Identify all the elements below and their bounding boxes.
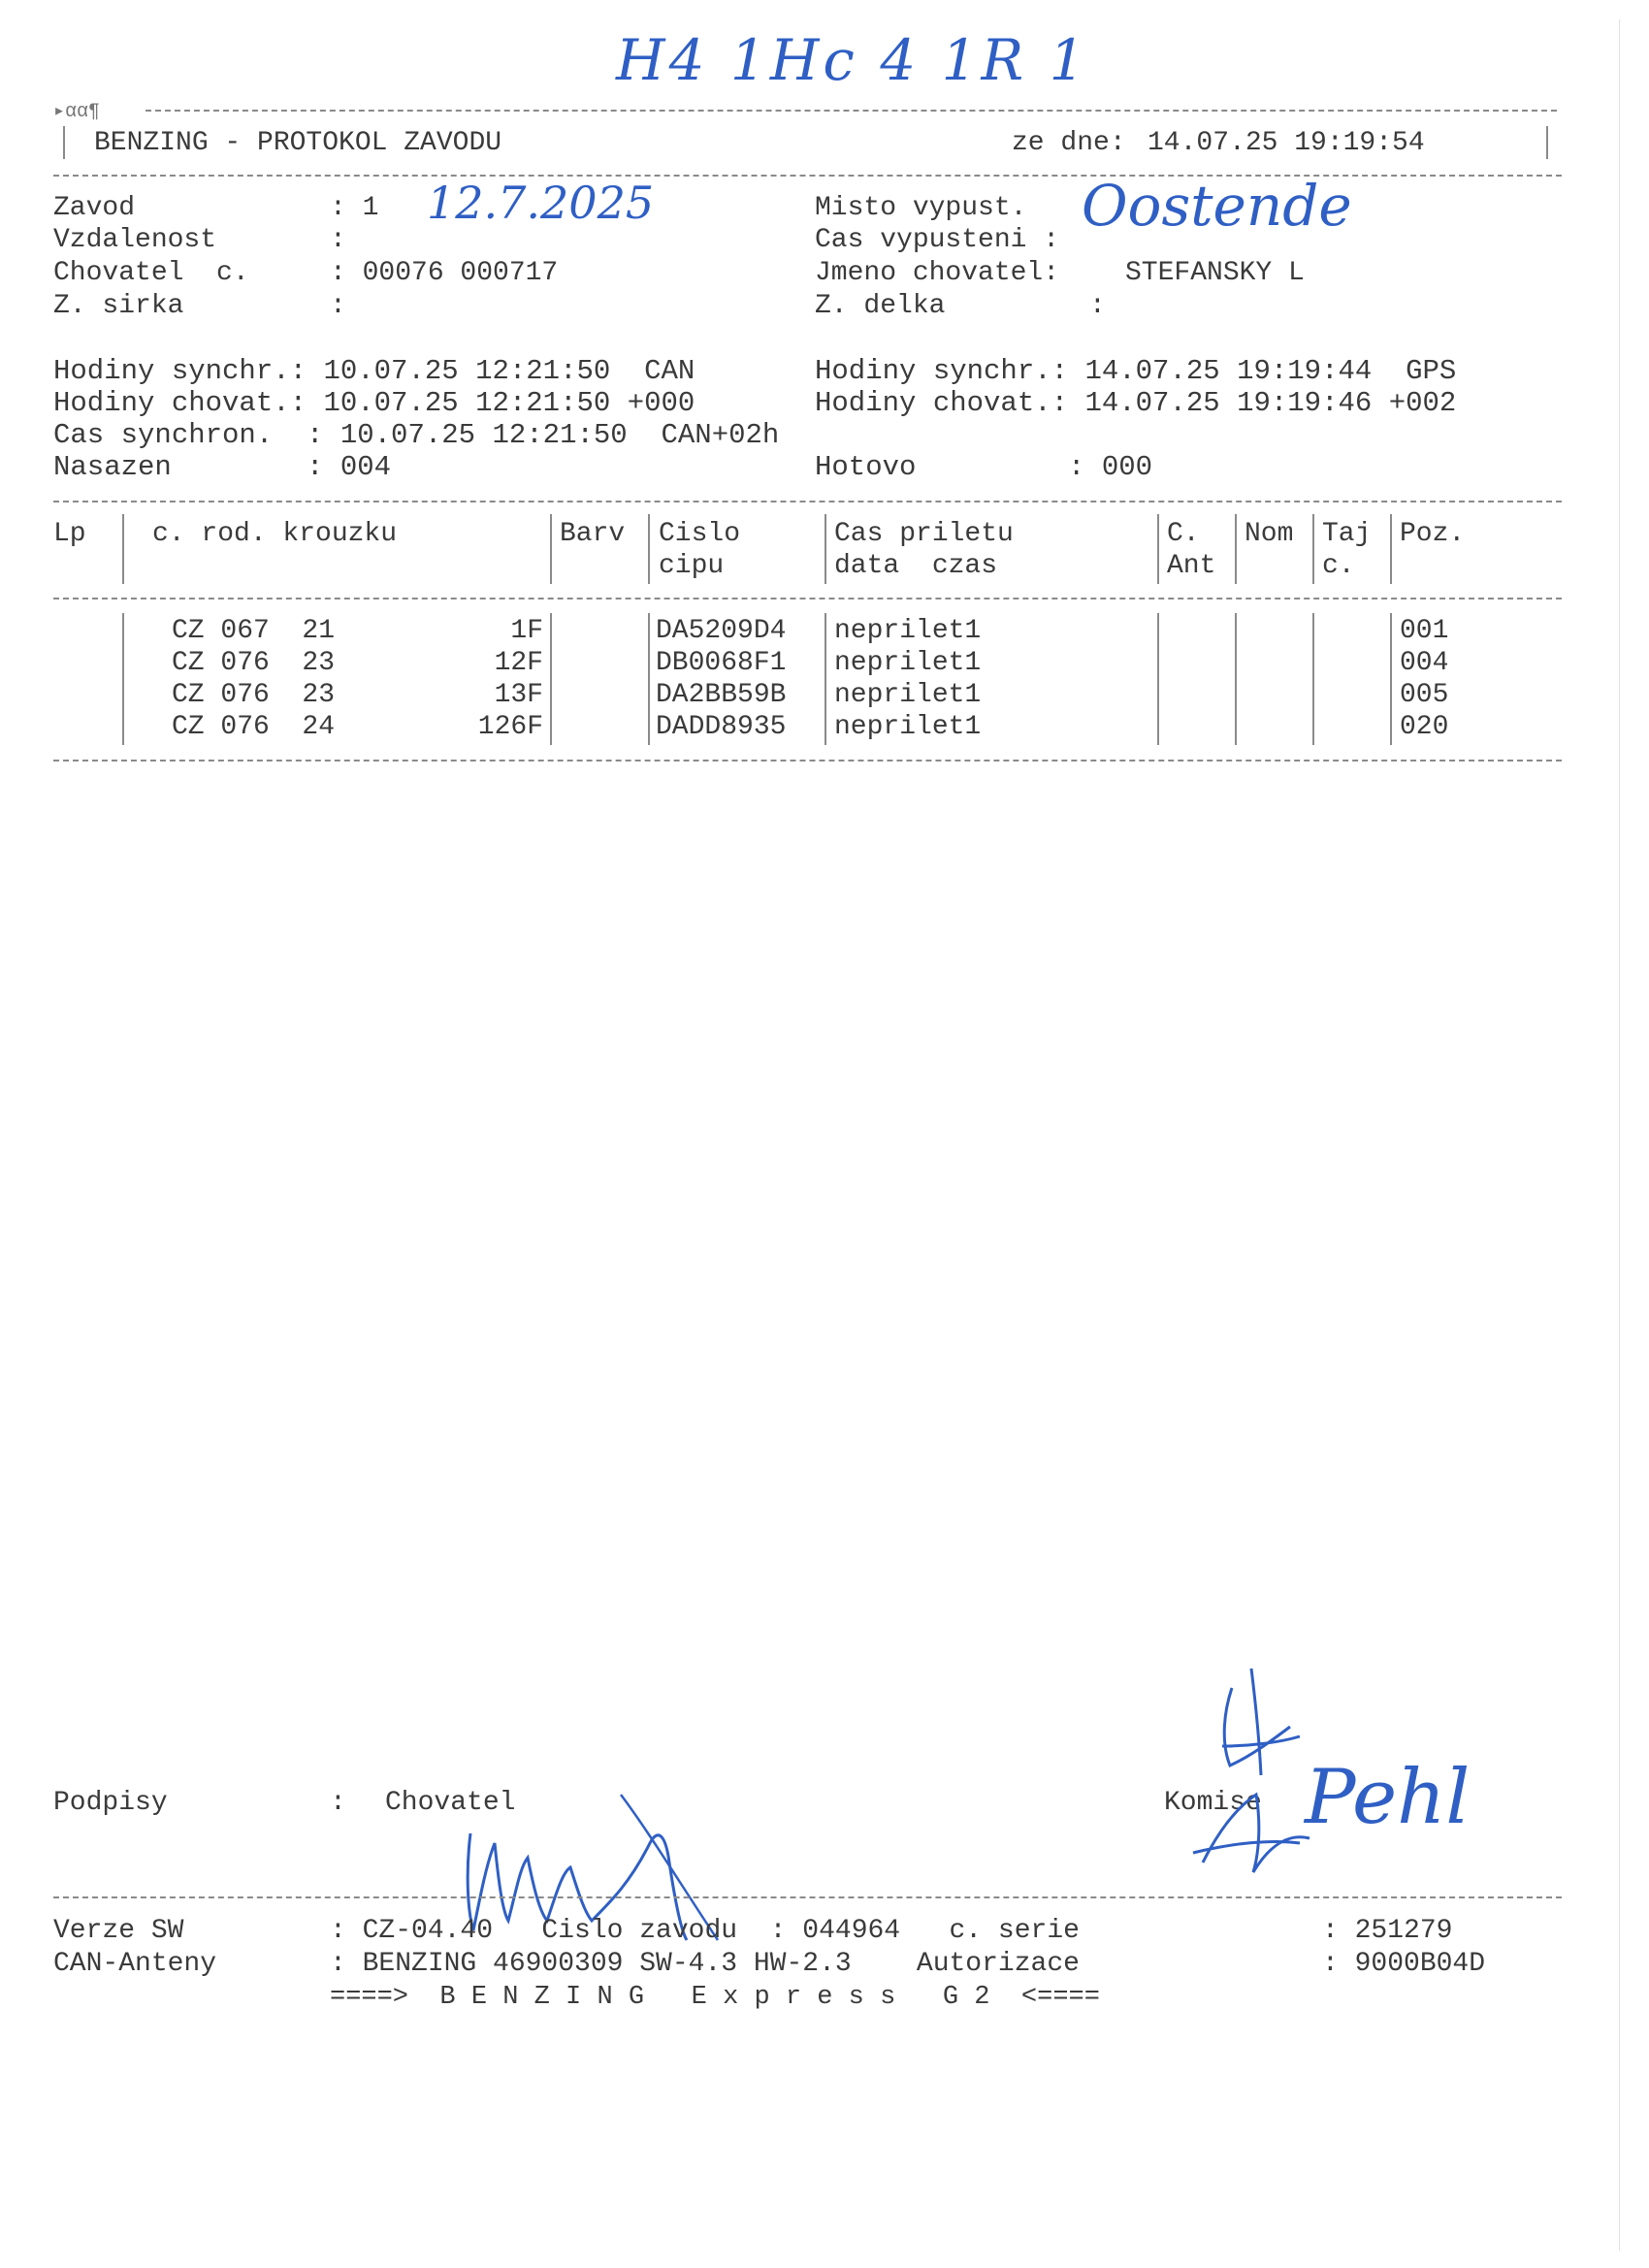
col-sep — [122, 514, 124, 584]
misto-label: Misto vypust. — [815, 193, 1027, 223]
jmeno-label: Jmeno chovatel: — [815, 258, 1060, 288]
print-date-value: 14.07.25 19:19:54 — [1148, 128, 1425, 158]
col-header-barv: Barv — [560, 519, 626, 549]
arrival-status: neprilet1 — [834, 680, 982, 710]
can-anteny-label: CAN-Anteny — [53, 1949, 217, 1979]
jmeno-value: STEFANSKY L — [1125, 258, 1305, 288]
podpisy-label: Podpisy — [53, 1788, 168, 1818]
arrival-status: neprilet1 — [834, 712, 982, 742]
vzdalenost-label: Vzdalenost — [53, 225, 217, 255]
commission-signature-name: Pehl — [1305, 1754, 1471, 1841]
sync-row-3-left: Cas synchron. : 10.07.25 12:21:50 CAN+02h — [53, 419, 780, 451]
zavod-label: Zavod — [53, 193, 136, 223]
commission-signature-initials — [1164, 1649, 1319, 1901]
ring-number: CZ 076 23 — [172, 648, 336, 678]
sirka-label: Z. sirka — [53, 291, 184, 321]
col-sep — [1235, 514, 1237, 584]
col-sep — [824, 613, 826, 745]
vzdalenost-value: : — [330, 225, 346, 255]
arrival-status: neprilet1 — [834, 648, 982, 678]
autorizace-value: : 9000B04D — [1322, 1949, 1486, 1979]
serie-value: : 251279 — [1322, 1916, 1453, 1946]
ring-number: CZ 076 23 — [172, 680, 336, 710]
header-top-rule — [146, 110, 1557, 112]
sync-row-1-left: Hodiny synchr.: 10.07.25 12:21:50 CAN — [53, 355, 695, 387]
chip-id: DB0068F1 — [656, 648, 787, 678]
col-sep — [648, 514, 650, 584]
col-sep — [550, 514, 552, 584]
col-header-data-czas: data czas — [834, 551, 998, 581]
col-header-cipu: cipu — [659, 551, 725, 581]
handwritten-code: H4 1Hc 4 1R 1 — [616, 27, 1089, 93]
brand-line: ====> B E N Z I N G E x p r e s s G 2 <==== — [330, 1983, 1100, 2012]
corner-mark: ▸αα¶ — [53, 101, 101, 123]
chovatel-signature-label: Chovatel — [385, 1788, 516, 1818]
podpisy-colon: : — [330, 1788, 346, 1818]
ring-sex: 13F — [494, 680, 543, 710]
col-sep — [1235, 613, 1237, 745]
col-header-cas: Cas priletu — [834, 519, 1014, 549]
col-header-lp: Lp — [53, 519, 86, 549]
sirka-value: : — [330, 291, 346, 321]
verze-sw-value: : CZ-04.40 Cislo zavodu : 044964 c. serie — [330, 1916, 1080, 1946]
can-anteny-value: : BENZING 46900309 SW-4.3 HW-2.3 Autorizace — [330, 1949, 1080, 1979]
table-bottom-rule — [53, 760, 1562, 761]
col-sep — [1157, 613, 1159, 745]
delka-value: : — [1089, 291, 1106, 321]
print-date-label: ze dne: — [1012, 128, 1126, 158]
table-top-rule — [53, 501, 1562, 502]
sync-row-2-right: Hodiny chovat.: 14.07.25 19:19:46 +002 — [815, 387, 1457, 419]
col-sep — [1390, 613, 1392, 745]
col-header-cislo: Cislo — [659, 519, 741, 549]
col-header-taj-c: c. — [1322, 551, 1355, 581]
chip-id: DA5209D4 — [656, 616, 787, 646]
col-sep — [1390, 514, 1392, 584]
scan-edge — [1619, 19, 1620, 2251]
col-sep — [550, 613, 552, 745]
position: 005 — [1400, 680, 1449, 710]
col-sep — [1157, 514, 1159, 584]
chovatel-label: Chovatel c. — [53, 258, 249, 288]
cas-vypusteni-label: Cas vypusteni : — [815, 225, 1060, 255]
footer-top-rule — [53, 1896, 1562, 1898]
col-sep — [1312, 514, 1314, 584]
position: 020 — [1400, 712, 1449, 742]
position: 004 — [1400, 648, 1449, 678]
sync-row-4-right: Hotovo : 000 — [815, 451, 1153, 483]
ring-sex: 1F — [510, 616, 543, 646]
position: 001 — [1400, 616, 1449, 646]
verze-sw-label: Verze SW — [53, 1916, 184, 1946]
col-sep — [1312, 613, 1314, 745]
col-sep — [122, 613, 124, 745]
sync-row-1-right: Hodiny synchr.: 14.07.25 19:19:44 GPS — [815, 355, 1457, 387]
ring-number: CZ 076 24 — [172, 712, 336, 742]
header-left-border — [63, 126, 65, 159]
col-sep — [824, 514, 826, 584]
ring-number: CZ 067 21 — [172, 616, 336, 646]
handwritten-race-date: 12.7.2025 — [427, 177, 655, 229]
chip-id: DADD8935 — [656, 712, 787, 742]
col-header-nom: Nom — [1245, 519, 1294, 549]
komise-signature-label: Komise — [1164, 1788, 1262, 1818]
col-header-ant: Ant — [1167, 551, 1216, 581]
col-header-taj: Taj — [1322, 519, 1372, 549]
ring-sex: 126F — [477, 712, 543, 742]
zavod-value: : 1 — [330, 193, 379, 223]
sync-row-4-left: Nasazen : 004 — [53, 451, 392, 483]
col-header-c: C. — [1167, 519, 1200, 549]
delka-label: Z. delka — [815, 291, 946, 321]
sync-row-2-left: Hodiny chovat.: 10.07.25 12:21:50 +000 — [53, 387, 695, 419]
arrival-status: neprilet1 — [834, 616, 982, 646]
handwritten-release-place: Oostende — [1082, 173, 1352, 239]
col-header-ring: c. rod. krouzku — [152, 519, 398, 549]
chovatel-value: : 00076 000717 — [330, 258, 559, 288]
document-title: BENZING - PROTOKOL ZAVODU — [94, 128, 502, 158]
ring-sex: 12F — [494, 648, 543, 678]
col-header-poz: Poz. — [1400, 519, 1466, 549]
chip-id: DA2BB59B — [656, 680, 787, 710]
col-sep — [648, 613, 650, 745]
table-header-rule — [53, 598, 1562, 599]
header-right-border — [1546, 126, 1548, 159]
